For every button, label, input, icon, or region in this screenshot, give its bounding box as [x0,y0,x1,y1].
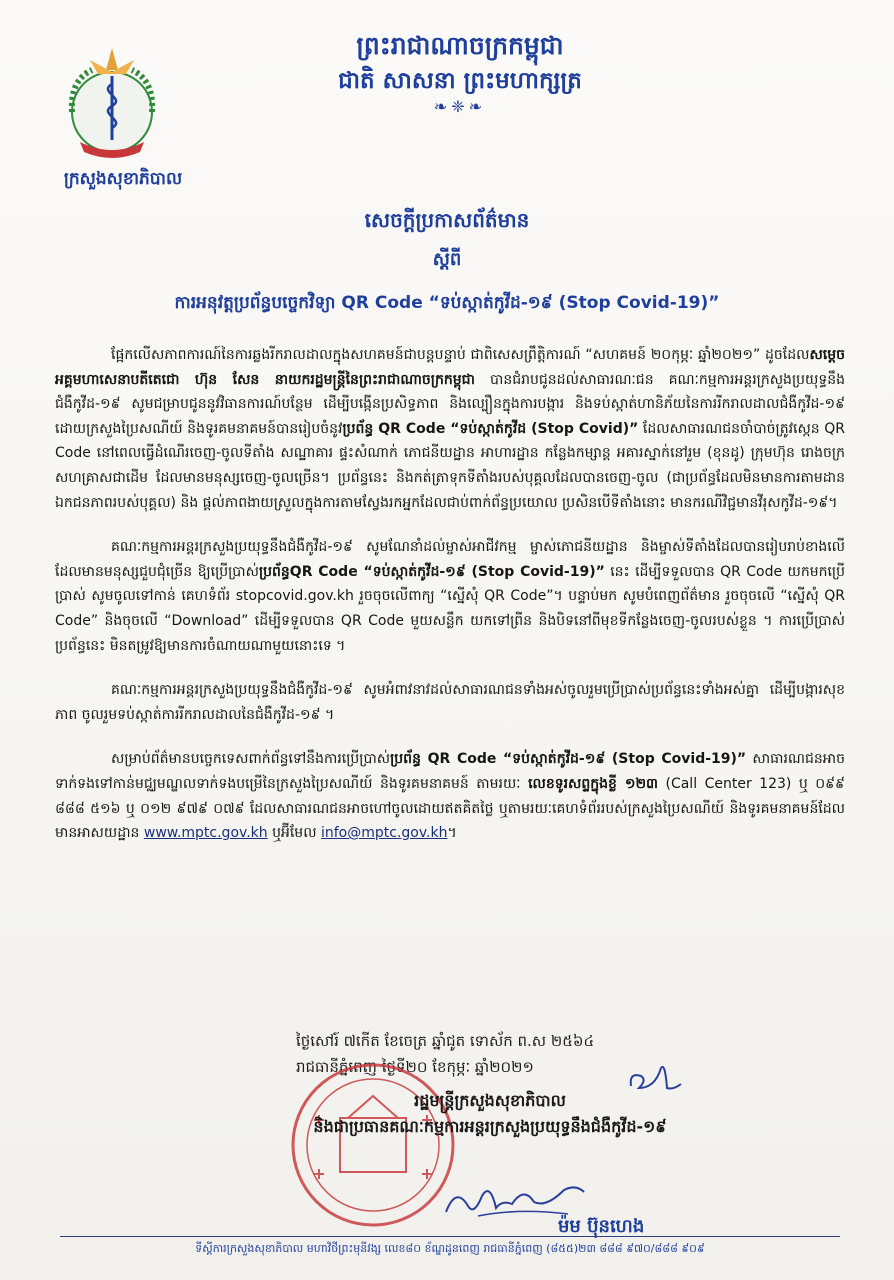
signoff-title: រដ្ឋមន្ត្រីក្រសួងសុខាភិបាល [414,1091,566,1110]
p4-hotline: លេខទូរសព្ទក្នុងខ្លី ១២៣ [528,775,658,792]
p4-system-name: ប្រព័ន្ធ QR Code “ទប់ស្កាត់កូវីដ-១៩ (Stop Covid-19)” [390,751,747,768]
footer-address: ទីស្តីការក្រសួងសុខាភិបាល មហាវិថីព្រះមុនីវង្ស លេខ៨០ ខ័ណ្ឌដូនពេញ រាជធានីភ្នំពេញ (៨៥៥)២៣ ៨៨៨ ៩៧០/៨៨៨ ៩០៩ [195,1242,705,1255]
paragraph-3 [55,678,845,727]
announcement-body [55,343,845,866]
p4-text-a: សម្រាប់ព័ត៌មានបច្ចេកទេសពាក់ព័ន្ធទៅនឹងការប្រើប្រាស់ [111,751,391,768]
ornament-divider: ❧❈❧ [433,97,487,116]
p2-text-b: នេះ ដើម្បីទទួលបាន QR Code យកមកប្រើប្រាស់ សូមចូលទៅកាន់ គេហទំព័រ stopcovid.gov.kh រួចចុចលើពាក្យ “ស្នើសុំ QR Code”។ បន្ទាប់មក សូមបំពេញព័ត៌មាន រួចចុចលើ “ស្នើសុំ QR Code” និងចុចលើ “Download” ដើម្បីទទួលបាន QR Code មួយសន្លឹក យកទៅព្រីន និងបិទនៅពីមុខទីកន្លែងចេញ-ចូលរបស់ខ្លួន ។ ការប្រើប្រាស់ប្រព័ន្ធនេះ មិនតម្រូវឱ្យមានការចំណាយណាមួយនោះទេ ។ [55,563,845,654]
letterhead [250,28,670,116]
announcement-about: ស្តីពី [432,249,462,270]
p4-text-d: ឬអ៊ីមែល [267,825,321,842]
p2-system-name: ប្រព័ន្ធQR Code “ទប់ស្កាត់កូវីដ-១៩ (Stop Covid-19)” [258,563,605,580]
lunar-date: ថ្ងៃសៅរ៍ ៧កើត ខែចេត្រ ឆ្នាំជូត ទោស័ក ព.ស ២៥៦៤ [296,1032,595,1050]
p1-text-c: ដែលសាធារណជនចាំបាច់ត្រូវស្កេន QR Code នៅពេលធ្វើដំណើរចេញ-ចូលទីតាំង សណ្ឋាគារ ផ្ទះសំណាក់ ភោជនីយដ្ឋាន អាហារដ្ឋាន កន្លែងកម្សាន្ត អគារស្នាក់នៅរួម (ខុនដូ) ក្រុមហ៊ុន រោងចក្រ សហគ្រាសជាដើម ដែលមានមនុស្សចេញ-ចូលច្រើន។ ប្រព័ន្ធនេះ និងកត់ត្រាទុកទីតាំងរបស់បុគ្គលដែលបានចេញ-ចូល (ជាប្រព័ន្ធដែលមិនមានការតាមដានឯកជនភាពរបស់បុគ្គល) និង ផ្តល់ភាពងាយស្រួលក្នុងការតាមស្វែងរកអ្នកដែលជាប់ពាក់ព័ន្ធប្រយោល ប្រសិនបើទីតាំងនោះ មានករណីវិជ្ជមានវីរុសកូវីដ-១៩។ [55,420,845,511]
website-link[interactable]: www.mptc.gov.kh [143,825,268,842]
official-seal [288,1050,458,1240]
p1-text-b: បានជំរាបជូនដល់សាធារណៈជន គណៈកម្មការអន្តរក្រសួងប្រយុទ្ធនឹងជំងឺកូវីដ-១៩ សូមជម្រាបជូននូវវិធានការណ៍បន្ថែម ដើម្បីបង្កើនប្រសិទ្ធភាព និងល្បឿនក្នុងការបង្ការ និងទប់ស្កាត់ហានិភ័យនៃការរីករាលដាលជំងឺកូវីដ-១៩ ដោយក្រសួងប្រៃសណីយ៍ និងទូរគមនាគមន៍បានរៀបចំនូវ [55,371,845,437]
p4-text-b: សាធារណជនអាចទាក់ទងទៅកាន់មជ្ឈមណ្ឌលទាក់ទងបម្រើនៃក្រសួងប្រៃសណីយ៍ និងទូរគមនាគមន៍ តាមរយៈ [55,751,845,792]
kingdom-title: ព្រះរាជាណាចក្រកម្ពុជា [356,31,564,60]
footer-divider [60,1236,840,1237]
national-motto: ជាតិ សាសនា ព្រះមហាក្សត្រ [338,68,582,94]
paragraph-1 [55,343,845,515]
signoff-block [200,1088,780,1140]
p1-text-a: ផ្អែកលើសភាពការណ៍នៃការឆ្លងរីករាលដាលក្នុងសហគមន៍ជាបន្តបន្ទាប់ ជាពិសេសព្រឹត្តិការណ៍ “សហគមន៍ ២០កុម្ភៈ ឆ្នាំ២០២១” ដូចដែល [111,347,810,363]
announcement-title: សេចក្តីប្រកាសព័ត៌មាន [364,208,530,232]
p1-pm-name: សម្តេចអគ្គមហាសេនាបតីតេជោ ហ៊ុន សែន នាយករដ្ឋមន្ត្រីនៃព្រះរាជាណាចក្រកម្ពុជា [55,347,845,388]
signoff-role: និងជាប្រធានគណៈកម្មការអន្តរក្រសួងប្រយុទ្ធនឹងជំងឺកូវីដ-១៩ [313,1117,667,1136]
ministry-logo [50,40,175,170]
paragraph-4 [55,747,845,845]
email-link[interactable]: info@mptc.gov.kh [320,825,448,842]
paragraph-2 [55,535,845,658]
signer-name: ម៉ម ប៊ុនហេង [558,1216,645,1237]
p4-text-e: ។ [447,825,457,842]
p4-text-c: (Call Center 123) ឬ ០៩៩ ៨៨៨ ៥១៦ ឬ ០១២ ៩៧៩ ០៧៩ ដែលសាធារណជនអាចហៅចូលដោយឥតគិតថ្លៃ ឬតាមរយៈគេហទំព័ររបស់ក្រសួងប្រៃសណីយ៍ និងទូរគមនាគមន៍ដែលមានអាសយដ្ឋាន [55,775,845,842]
p3-text: គណៈកម្មការអន្តរក្រសួងប្រយុទ្ធនឹងជំងឺកូវីដ-១៩ សូមអំពាវនាវដល់សាធារណជនទាំងអស់ចូលរួមប្រើប្រាស់ប្រព័ន្ធនេះទាំងអស់គ្នា ដើម្បីបង្ការសុខភាព ចូលរួមទប់ស្កាត់ការរីករាលដាលនៃជំងឺកូវីដ-១៩ ។ [55,682,845,723]
ministry-name: ក្រសួងសុខាភិបាល [63,169,183,189]
announcement-title-block [60,205,834,317]
p2-text-a: គណៈកម្មការអន្តរក្រសួងប្រយុទ្ធនឹងជំងឺកូវីដ-១៩ សូមណែនាំដល់ម្ចាស់អាជីវកម្ម ម្ចាស់ភោជនីយដ្ឋាន និងម្ចាស់ទីតាំងដែលបានរៀបរាប់ខាងលើដែលមានមនុស្សជួបជុំច្រើន ឱ្យប្រើប្រាស់ [55,539,845,580]
announcement-subject: ការអនុវត្តប្រព័ន្ធបច្ចេកវិទ្យា QR Code “ទប់ស្កាត់កូវីដ-១៩ (Stop Covid-19)” [174,293,720,313]
solar-date: រាជធានីភ្នំពេញ ថ្ងៃទី២០ ខែកុម្ភៈ ឆ្នាំ២០២១ [296,1058,534,1076]
p1-system-name: ប្រព័ន្ធ QR Code “ទប់ស្កាត់កូវីដ (Stop Covid)” [342,420,639,437]
